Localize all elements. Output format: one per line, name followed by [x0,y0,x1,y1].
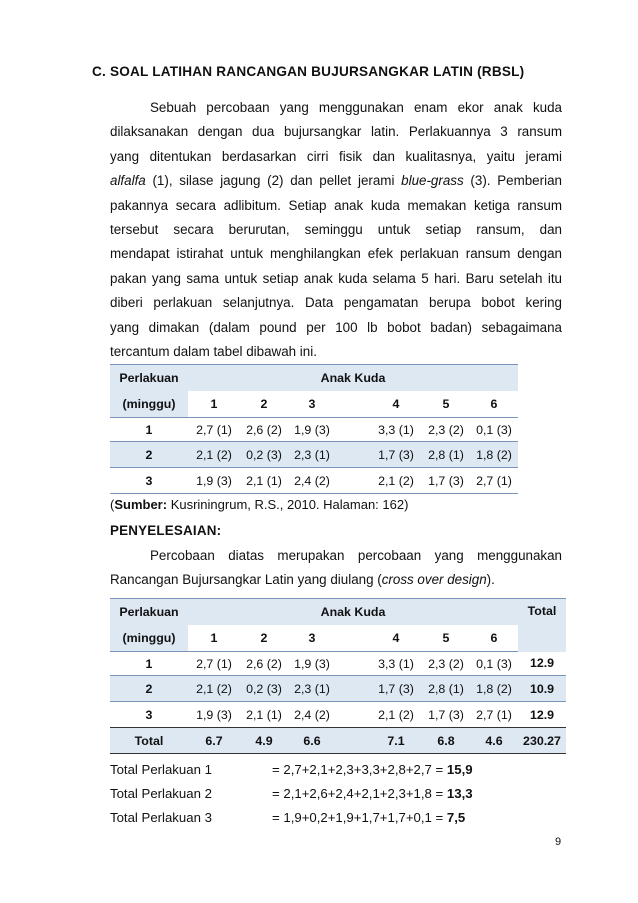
column-total: 6.7 [188,728,240,754]
column-total: 6.6 [288,728,336,754]
solution-paragraph [110,544,562,593]
source-label: Sumber: [114,497,168,512]
table-cell: 2,1 (2) [188,676,240,702]
sum-result: 13,3 [446,786,473,801]
table-cell: 2,7 (1) [476,707,512,722]
sum-result: 15,9 [446,762,473,777]
grand-total: 230.27 [518,728,566,754]
paragraph-line: mendapat istirahat untuk menghilangkan efek perlakuan ransum dengan [110,246,562,262]
source-citation [110,497,408,512]
row-label: 2 [110,442,188,468]
table-cell: 1,7 (3) [422,468,470,494]
header-horse: 5 [422,625,470,652]
solution-heading: PENYELESAIAN: [110,523,222,538]
table-cell: 1,9 (3) [188,468,240,494]
data-table [110,364,518,494]
row-label: 1 [110,652,188,676]
table-cell: 2,3 (1) [288,676,336,702]
header-horse: 1 [188,625,240,652]
table-row [110,652,566,676]
paragraph-line: Sebuah percobaan yang menggunakan enam ekor anak kuda [150,100,562,115]
column-total: 4.9 [240,728,288,754]
section-heading: C. SOAL LATIHAN RANCANGAN BUJURSANGKAR LATIN (RBSL) [92,64,525,79]
paragraph-fragment: (3). Pemberian [470,173,562,189]
table-cell: 2,7 (1) [470,468,518,494]
table-cell: 3,3 (1) [370,418,422,442]
table-spacer [336,418,370,442]
table-cell: 1,8 (2) [470,442,518,468]
paragraph-line: yang ditentukan berdasarkan cirri fisik dan kualitasnya, yaitu jerami [110,148,562,164]
table-cell: 1,9 (3) [196,707,232,722]
table-cell: 2,3 (2) [422,418,470,442]
sum-result: 7,5 [446,810,466,825]
table-cell: 0,2 (3) [240,442,288,468]
table-cell: 2,4 (2) [294,707,330,722]
paragraph-line-mixed [110,169,562,193]
table-total-row [110,728,566,754]
header-treatment-unit: (minggu) [110,391,188,418]
paragraph-line: pakannya secara adlibitum. Setiap anak kuda memakan ketiga ransum [110,197,562,213]
table-cell: 2,1 (1) [240,468,288,494]
source-open-paren: ( [110,497,115,512]
header-horse: 6 [470,391,518,418]
header-treatment-unit: (minggu) [110,625,188,652]
header-total: Total [518,599,566,652]
row-total: 12.9 [518,652,566,676]
problem-paragraph [110,96,562,364]
sum-expr: = 1,9+0,2+1,9+1,7+1,7+0,1 = [272,810,444,825]
table-cell: 2,1 (2) [378,707,414,722]
table-cell: 1,9 (3) [288,652,336,676]
row-label: 1 [110,418,188,442]
header-spacer [336,625,370,652]
table-cell: 2,8 (1) [422,442,470,468]
data-table-with-totals [110,598,566,754]
column-total: 6.8 [422,728,470,754]
row-total: 12.9 [529,707,555,722]
sum-label: Total Perlakuan 2 [110,786,212,801]
paragraph-line: tersebut secara berurutan, seminggu untuk setiap ransum, dan [110,221,562,237]
header-group: Anak Kuda [188,599,518,625]
header-treatment: Perlakuan [110,599,188,625]
table-spacer [336,728,370,754]
alfalfa-italic: alfalfa [110,173,146,189]
sum-expression [272,786,473,801]
column-total: 4.6 [470,728,518,754]
source-text: Kusriningrum, R.S., 2010. Halaman: 162) [167,497,409,512]
header-horse: 4 [370,625,422,652]
table-cell: 2,1 (2) [370,468,422,494]
header-horse: 1 [188,391,240,418]
paragraph-line: dilaksanakan dengan dua bujursangkar latin. Perlakuannya 3 ransum [110,124,562,140]
paragraph-fragment: (1), silase jagung (2) dan pellet jerami [152,173,395,189]
header-horse: 5 [422,391,470,418]
table-cell: 2,3 (1) [288,442,336,468]
table-cell: 0,1 (3) [470,418,518,442]
table-cell: 2,8 (1) [422,676,470,702]
total-row-label: Total [110,728,188,754]
row-label: 2 [110,676,188,702]
sum-label: Total Perlakuan 3 [110,810,212,825]
sum-expression [272,810,465,825]
table-spacer [336,652,370,676]
table-spacer [336,468,370,494]
paragraph-line: tercantum dalam tabel dibawah ini. [110,343,317,359]
header-spacer [336,391,370,418]
page-number: 9 [555,836,562,848]
table-row [110,676,566,702]
paragraph-line: pakan yang sama untuk setiap anak kuda selama 5 hari. Baru setelah itu [110,270,562,286]
table-cell: 2,1 (1) [246,707,282,722]
table-row [110,418,518,442]
paragraph-line-mixed [110,568,562,592]
header-horse: 3 [288,391,336,418]
table-cell: 2,7 (1) [188,418,240,442]
table-cell: 2,6 (2) [240,652,288,676]
paragraph-line: Percobaan diatas merupakan percobaan yang menggunakan [150,548,562,563]
table-spacer [336,676,370,702]
header-horse: 4 [370,391,422,418]
row-label: 3 [145,707,153,722]
table-cell: 2,1 (2) [188,442,240,468]
row-total: 10.9 [518,676,566,702]
table-row [110,702,566,728]
table-cell: 2,7 (1) [188,652,240,676]
paragraph-line: diberi perlakuan selanjutnya. Data pengamatan berupa bobot kering [110,295,562,311]
design-italic: cross over design [381,572,487,588]
table-cell: 2,6 (2) [240,418,288,442]
header-horse: 3 [288,625,336,652]
sum-expression [272,762,473,777]
table-cell: 1,7 (3) [428,707,464,722]
table-cell: 2,4 (2) [288,468,336,494]
header-group: Anak Kuda [188,365,518,391]
bluegrass-italic: blue-grass [401,173,464,189]
table-cell: 1,7 (3) [370,676,422,702]
table-row [110,442,518,468]
table-cell: 1,9 (3) [288,418,336,442]
column-total: 7.1 [370,728,422,754]
table-cell: 0,2 (3) [240,676,288,702]
table-spacer [336,702,370,728]
paragraph-fragment: Rancangan Bujursangkar Latin yang diulang ( [110,572,382,588]
table-cell: 0,1 (3) [470,652,518,676]
sum-label: Total Perlakuan 1 [110,762,212,777]
header-horse: 2 [240,625,288,652]
table-cell: 3,3 (1) [370,652,422,676]
table-cell: 1,8 (2) [470,676,518,702]
paragraph-fragment: ). [486,572,495,588]
table-cell: 2,3 (2) [422,652,470,676]
table-cell: 1,7 (3) [370,442,422,468]
sum-expr: = 2,1+2,6+2,4+2,1+2,3+1,8 = [272,786,444,801]
header-treatment: Perlakuan [110,365,188,391]
row-label: 3 [110,468,188,494]
header-horse: 2 [240,391,288,418]
header-horse: 6 [470,625,518,652]
paragraph-line: yang dimakan (dalam pound per 100 lb bobot badan) sebagaimana [110,319,562,335]
sum-expr: = 2,7+2,1+2,3+3,3+2,8+2,7 = [272,762,444,777]
table-row [110,468,518,494]
table-spacer [336,442,370,468]
